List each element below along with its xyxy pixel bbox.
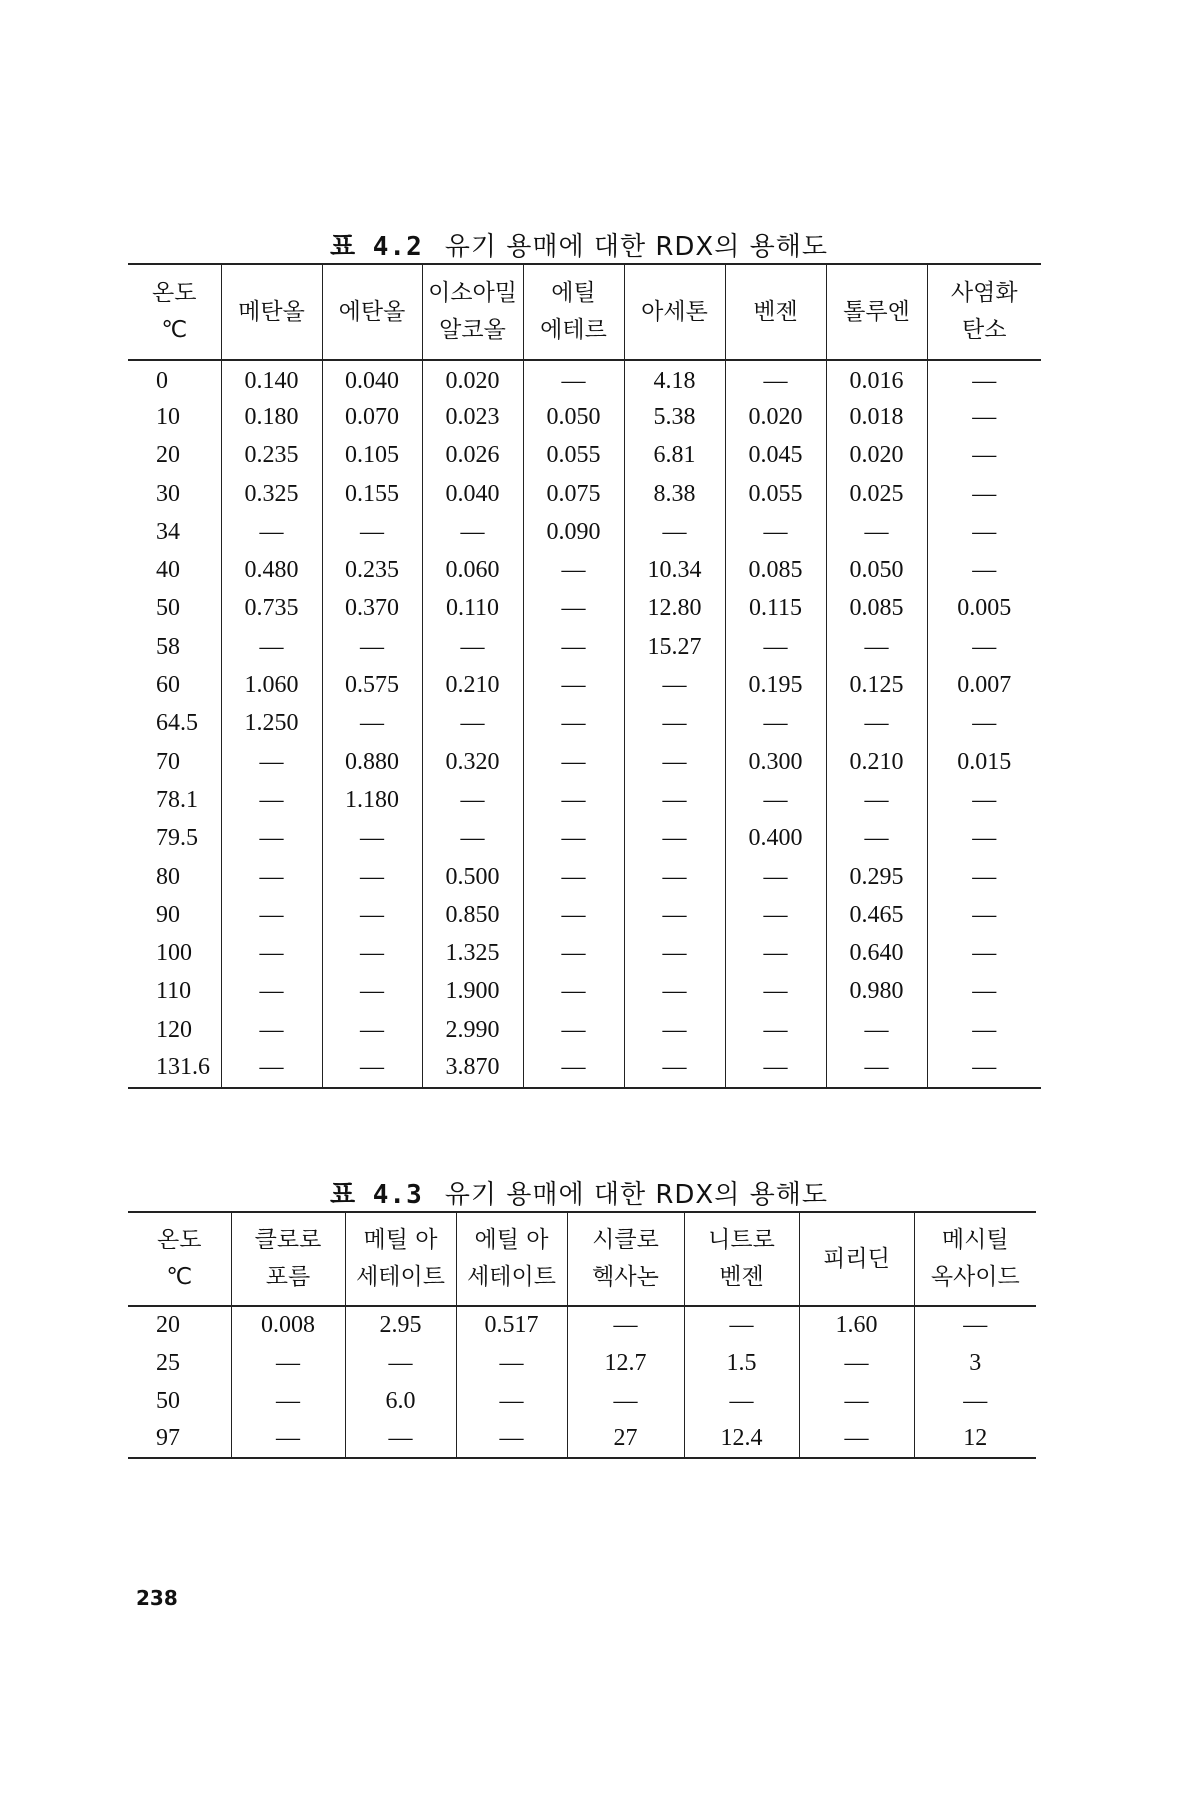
- solubility-cell: 1.325: [422, 934, 523, 972]
- solubility-cell: —: [725, 858, 826, 896]
- solubility-cell: 0.075: [523, 475, 624, 513]
- solubility-cell: 0.980: [826, 973, 927, 1011]
- column-header-line: 에틸 아: [474, 1227, 549, 1254]
- solubility-cell: —: [221, 513, 322, 551]
- solubility-cell: —: [456, 1420, 567, 1458]
- solubility-cell: 3.870: [422, 1049, 523, 1087]
- column-header-line: 헥사논: [592, 1264, 659, 1290]
- solubility-cell: —: [221, 781, 322, 819]
- temperature-cell: 60: [156, 672, 180, 699]
- solubility-cell: —: [624, 1049, 725, 1087]
- caption-number: 표 4.3: [330, 1180, 423, 1210]
- table-header-row: [128, 1212, 1036, 1306]
- solubility-cell: 3: [914, 1344, 1036, 1382]
- column-header: [128, 1212, 231, 1306]
- temperature-cell: 30: [156, 480, 180, 507]
- page-number: 238: [136, 1586, 178, 1610]
- solubility-cell: 15.27: [624, 628, 725, 666]
- column-header-line: 탄소: [962, 317, 1007, 343]
- solubility-cell: —: [927, 513, 1041, 551]
- solubility-cell: —: [322, 934, 422, 972]
- solubility-cell: 12: [914, 1420, 1036, 1458]
- solubility-cell: 0.575: [322, 666, 422, 704]
- solubility-cell: —: [221, 743, 322, 781]
- solubility-cell: —: [799, 1420, 914, 1458]
- solubility-cell: —: [523, 934, 624, 972]
- solubility-cell: 0.115: [725, 590, 826, 628]
- table-row: [128, 781, 1041, 819]
- solubility-cell: 0.140: [221, 360, 322, 398]
- column-header-line: 사염화: [950, 280, 1018, 307]
- table-row: [128, 1306, 1036, 1344]
- solubility-cell: —: [725, 781, 826, 819]
- solubility-cell: —: [725, 896, 826, 934]
- solubility-cell: —: [345, 1420, 456, 1458]
- solubility-cell: —: [422, 513, 523, 551]
- solubility-cell: 0.040: [322, 360, 422, 398]
- solubility-cell: 0.640: [826, 934, 927, 972]
- solubility-cell: —: [523, 590, 624, 628]
- solubility-cell: —: [826, 1011, 927, 1049]
- solubility-cell: —: [725, 934, 826, 972]
- column-header: [345, 1212, 456, 1306]
- solubility-cell: 0.195: [725, 666, 826, 704]
- column-header-line: 이소아밀: [428, 280, 517, 307]
- solubility-cell: 0.125: [826, 666, 927, 704]
- table-row: [128, 360, 1041, 398]
- solubility-cell: —: [826, 1049, 927, 1087]
- solubility-cell: —: [799, 1382, 914, 1420]
- solubility-cell: —: [422, 820, 523, 858]
- solubility-cell: 0.735: [221, 590, 322, 628]
- solubility-cell: —: [322, 1011, 422, 1049]
- column-header-line: 클로로: [254, 1227, 322, 1254]
- solubility-cell: 0.210: [422, 666, 523, 704]
- column-header-line: 에테르: [540, 317, 607, 343]
- column-header-line: 온도: [157, 1227, 202, 1254]
- temperature-cell: 79.5: [156, 825, 198, 852]
- solubility-cell: —: [221, 820, 322, 858]
- solubility-cell: —: [725, 360, 826, 398]
- solubility-cell: —: [826, 705, 927, 743]
- column-header-line: 옥사이드: [930, 1264, 1020, 1290]
- solubility-cell: —: [725, 628, 826, 666]
- solubility-cell: —: [322, 628, 422, 666]
- column-header: [523, 264, 624, 360]
- solubility-cell: —: [725, 705, 826, 743]
- solubility-cell: —: [523, 973, 624, 1011]
- solubility-cell: 1.5: [684, 1344, 799, 1382]
- solubility-cell: —: [725, 513, 826, 551]
- column-header: [927, 264, 1041, 360]
- column-header: [221, 264, 322, 360]
- column-header-line: 톨루엔: [843, 298, 910, 325]
- temperature-cell: 50: [156, 595, 180, 622]
- solubility-cell: —: [826, 820, 927, 858]
- solubility-cell: —: [523, 896, 624, 934]
- solubility-cell: 0.050: [523, 398, 624, 436]
- solubility-cell: 0.465: [826, 896, 927, 934]
- solubility-cell: 27: [567, 1420, 684, 1458]
- solubility-cell: 1.900: [422, 973, 523, 1011]
- column-header-line: 메시틸: [941, 1227, 1009, 1254]
- solubility-cell: —: [523, 666, 624, 704]
- solubility-cell: —: [322, 896, 422, 934]
- table-row: [128, 1344, 1036, 1382]
- solubility-cell: —: [221, 858, 322, 896]
- caption-title: 유기 용매에 대한 RDX의 용해도: [444, 1180, 828, 1210]
- solubility-cell: —: [221, 973, 322, 1011]
- column-header: [799, 1212, 914, 1306]
- solubility-cell: —: [826, 628, 927, 666]
- solubility-cell: 0.325: [221, 475, 322, 513]
- solubility-cell: —: [567, 1382, 684, 1420]
- solubility-cell: —: [624, 743, 725, 781]
- solubility-cell: 0.235: [322, 551, 422, 589]
- solubility-cell: 0.040: [422, 475, 523, 513]
- solubility-cell: —: [523, 781, 624, 819]
- solubility-cell: —: [725, 1049, 826, 1087]
- column-header: [624, 264, 725, 360]
- solubility-cell: 12.80: [624, 590, 725, 628]
- solubility-cell: 0.055: [725, 475, 826, 513]
- solubility-cell: 0.110: [422, 590, 523, 628]
- solubility-cell: 10.34: [624, 551, 725, 589]
- solubility-cell: —: [456, 1344, 567, 1382]
- column-header-line: 온도: [152, 280, 197, 307]
- solubility-cell: —: [914, 1306, 1036, 1344]
- solubility-cell: —: [624, 858, 725, 896]
- column-header: [422, 264, 523, 360]
- solubility-cell: 0.105: [322, 437, 422, 475]
- solubility-cell: —: [927, 781, 1041, 819]
- solubility-cell: —: [523, 1049, 624, 1087]
- temperature-cell: 20: [156, 1312, 180, 1338]
- solubility-cell: —: [523, 820, 624, 858]
- table-row: [128, 551, 1041, 589]
- solubility-cell: —: [231, 1420, 345, 1458]
- table-row: [128, 398, 1041, 436]
- solubility-cell: —: [927, 973, 1041, 1011]
- column-header-line: 니트로: [708, 1227, 775, 1254]
- temperature-cell: 20: [156, 442, 180, 469]
- temperature-cell: 58: [156, 633, 180, 660]
- solubility-cell: 0.023: [422, 398, 523, 436]
- solubility-cell: 4.18: [624, 360, 725, 398]
- solubility-cell: —: [322, 513, 422, 551]
- temperature-cell: 25: [156, 1349, 180, 1376]
- solubility-cell: 0.850: [422, 896, 523, 934]
- solubility-cell: 1.180: [322, 781, 422, 819]
- table-row: [128, 973, 1041, 1011]
- solubility-cell: —: [231, 1382, 345, 1420]
- column-header-line: 메탄올: [238, 298, 305, 325]
- solubility-cell: —: [927, 858, 1041, 896]
- table-row: [128, 475, 1041, 513]
- solubility-cell: 0.235: [221, 437, 322, 475]
- solubility-cell: —: [523, 1011, 624, 1049]
- temperature-cell: 110: [156, 978, 192, 1005]
- column-header: [684, 1212, 799, 1306]
- solubility-cell: —: [624, 820, 725, 858]
- solubility-cell: —: [927, 437, 1041, 475]
- solubility-cell: —: [322, 820, 422, 858]
- solubility-cell: 6.81: [624, 437, 725, 475]
- solubility-cell: 0.008: [231, 1306, 345, 1344]
- solubility-cell: —: [322, 1049, 422, 1087]
- solubility-cell: 0.500: [422, 858, 523, 896]
- solubility-cell: 0.020: [725, 398, 826, 436]
- solubility-cell: —: [624, 781, 725, 819]
- solubility-cell: 0.020: [826, 437, 927, 475]
- table-row: [128, 934, 1041, 972]
- solubility-cell: —: [322, 858, 422, 896]
- column-header: [456, 1212, 567, 1306]
- solubility-cell: 0.155: [322, 475, 422, 513]
- solubility-cell: —: [927, 551, 1041, 589]
- column-header-line: ℃: [166, 1264, 193, 1290]
- solubility-cell: —: [523, 743, 624, 781]
- solubility-cell: 2.95: [345, 1306, 456, 1344]
- column-header-line: 시클로: [592, 1227, 659, 1254]
- solubility-cell: —: [523, 858, 624, 896]
- table-header-row: [128, 264, 1041, 360]
- solubility-cell: 0.480: [221, 551, 322, 589]
- column-header: [322, 264, 422, 360]
- solubility-cell: —: [523, 551, 624, 589]
- column-header-line: 메틸 아: [363, 1227, 438, 1254]
- column-header-line: 에틸: [551, 280, 596, 307]
- solubility-cell: —: [624, 513, 725, 551]
- solubility-cell: —: [422, 781, 523, 819]
- temperature-cell: 90: [156, 901, 180, 928]
- solubility-cell: —: [927, 896, 1041, 934]
- solubility-cell: —: [927, 934, 1041, 972]
- solubility-cell: —: [826, 513, 927, 551]
- temperature-cell: 40: [156, 557, 180, 584]
- temperature-cell: 70: [156, 748, 180, 775]
- table-row: [128, 705, 1041, 743]
- column-header-line: 벤젠: [719, 1264, 764, 1290]
- solubility-cell: —: [927, 705, 1041, 743]
- solubility-cell: 0.025: [826, 475, 927, 513]
- solubility-cell: 0.517: [456, 1306, 567, 1344]
- temperature-cell: 0: [156, 367, 168, 394]
- temperature-cell: 10: [156, 403, 180, 430]
- temperature-cell: 100: [156, 940, 192, 967]
- solubility-table-4-2: [128, 263, 1041, 1089]
- solubility-cell: 0.320: [422, 743, 523, 781]
- solubility-cell: 0.300: [725, 743, 826, 781]
- solubility-cell: —: [725, 973, 826, 1011]
- temperature-cell: 64.5: [156, 710, 198, 737]
- solubility-cell: 1.60: [799, 1306, 914, 1344]
- column-header: [231, 1212, 345, 1306]
- solubility-cell: —: [927, 360, 1041, 398]
- column-header-line: 에탄올: [338, 298, 406, 325]
- solubility-cell: —: [624, 705, 725, 743]
- temperature-cell: 120: [156, 1016, 192, 1043]
- solubility-cell: 0.180: [221, 398, 322, 436]
- solubility-cell: 0.085: [725, 551, 826, 589]
- column-header-line: 피리딘: [823, 1245, 890, 1272]
- solubility-cell: 12.4: [684, 1420, 799, 1458]
- solubility-cell: 0.070: [322, 398, 422, 436]
- temperature-cell: 50: [156, 1387, 180, 1414]
- table-4-3-caption: [330, 1174, 828, 1211]
- solubility-cell: —: [523, 360, 624, 398]
- column-header: [567, 1212, 684, 1306]
- solubility-cell: —: [523, 628, 624, 666]
- table-row: [128, 743, 1041, 781]
- solubility-cell: 0.085: [826, 590, 927, 628]
- solubility-cell: —: [456, 1382, 567, 1420]
- column-header-line: 세테이트: [467, 1264, 556, 1290]
- solubility-cell: 0.045: [725, 437, 826, 475]
- solubility-cell: 0.880: [322, 743, 422, 781]
- temperature-cell: 131.6: [128, 1049, 221, 1087]
- solubility-cell: —: [684, 1382, 799, 1420]
- solubility-cell: —: [624, 934, 725, 972]
- solubility-cell: 12.7: [567, 1344, 684, 1382]
- table-row: [128, 820, 1041, 858]
- solubility-cell: —: [345, 1344, 456, 1382]
- solubility-cell: —: [799, 1344, 914, 1382]
- solubility-cell: 0.055: [523, 437, 624, 475]
- table-row: [128, 1382, 1036, 1420]
- solubility-cell: 0.090: [523, 513, 624, 551]
- solubility-cell: —: [927, 820, 1041, 858]
- solubility-cell: 0.295: [826, 858, 927, 896]
- table-row: [128, 1420, 1036, 1458]
- column-header-line: 벤젠: [753, 298, 798, 325]
- column-header-line: 포름: [265, 1264, 311, 1290]
- temperature-cell: 97: [128, 1420, 231, 1458]
- solubility-cell: —: [684, 1306, 799, 1344]
- solubility-cell: —: [624, 1011, 725, 1049]
- table-row: [128, 1049, 1041, 1087]
- column-header-line: 알코올: [439, 317, 506, 343]
- caption-number: 표 4.2: [330, 232, 423, 262]
- solubility-cell: —: [221, 896, 322, 934]
- solubility-cell: —: [322, 705, 422, 743]
- temperature-cell: 78.1: [156, 786, 198, 813]
- solubility-cell: 5.38: [624, 398, 725, 436]
- table-row: [128, 437, 1041, 475]
- solubility-table-4-3: [128, 1211, 1036, 1459]
- table-row: [128, 1011, 1041, 1049]
- solubility-cell: 6.0: [345, 1382, 456, 1420]
- table-row: [128, 628, 1041, 666]
- column-header: [826, 264, 927, 360]
- solubility-cell: 0.210: [826, 743, 927, 781]
- solubility-cell: —: [422, 628, 523, 666]
- solubility-cell: —: [914, 1382, 1036, 1420]
- solubility-cell: 8.38: [624, 475, 725, 513]
- solubility-cell: —: [927, 628, 1041, 666]
- solubility-cell: —: [567, 1306, 684, 1344]
- solubility-cell: 1.250: [221, 705, 322, 743]
- solubility-cell: 0.060: [422, 551, 523, 589]
- solubility-cell: —: [927, 475, 1041, 513]
- column-header: [128, 264, 221, 360]
- solubility-cell: 0.400: [725, 820, 826, 858]
- solubility-cell: —: [322, 973, 422, 1011]
- table-row: [128, 858, 1041, 896]
- solubility-cell: —: [624, 666, 725, 704]
- table-row: [128, 896, 1041, 934]
- solubility-cell: —: [826, 781, 927, 819]
- column-header-line: 세테이트: [356, 1264, 445, 1290]
- solubility-cell: —: [927, 1049, 1041, 1087]
- solubility-cell: 2.990: [422, 1011, 523, 1049]
- table-row: [128, 666, 1041, 704]
- table-row: [128, 513, 1041, 551]
- solubility-cell: 1.060: [221, 666, 322, 704]
- column-header-line: ℃: [161, 317, 188, 343]
- solubility-cell: —: [927, 398, 1041, 436]
- solubility-cell: 0.007: [927, 666, 1041, 704]
- column-header: [725, 264, 826, 360]
- solubility-cell: 0.370: [322, 590, 422, 628]
- temperature-cell: 34: [156, 518, 180, 545]
- solubility-cell: —: [927, 1011, 1041, 1049]
- solubility-cell: —: [231, 1344, 345, 1382]
- solubility-cell: —: [725, 1011, 826, 1049]
- table-4-2-caption: [330, 226, 828, 263]
- solubility-cell: —: [221, 934, 322, 972]
- column-header: [914, 1212, 1036, 1306]
- column-header-line: 아세톤: [641, 298, 708, 325]
- solubility-cell: 0.026: [422, 437, 523, 475]
- solubility-cell: 0.050: [826, 551, 927, 589]
- solubility-cell: 0.016: [826, 360, 927, 398]
- solubility-cell: —: [624, 973, 725, 1011]
- solubility-cell: 0.015: [927, 743, 1041, 781]
- solubility-cell: —: [422, 705, 523, 743]
- solubility-cell: —: [523, 705, 624, 743]
- solubility-cell: —: [221, 628, 322, 666]
- solubility-cell: —: [221, 1011, 322, 1049]
- solubility-cell: 0.018: [826, 398, 927, 436]
- solubility-cell: —: [221, 1049, 322, 1087]
- solubility-cell: 0.005: [927, 590, 1041, 628]
- temperature-cell: 80: [156, 863, 180, 890]
- caption-title: 유기 용매에 대한 RDX의 용해도: [444, 232, 828, 262]
- solubility-cell: 0.020: [422, 360, 523, 398]
- solubility-cell: —: [624, 896, 725, 934]
- table-row: [128, 590, 1041, 628]
